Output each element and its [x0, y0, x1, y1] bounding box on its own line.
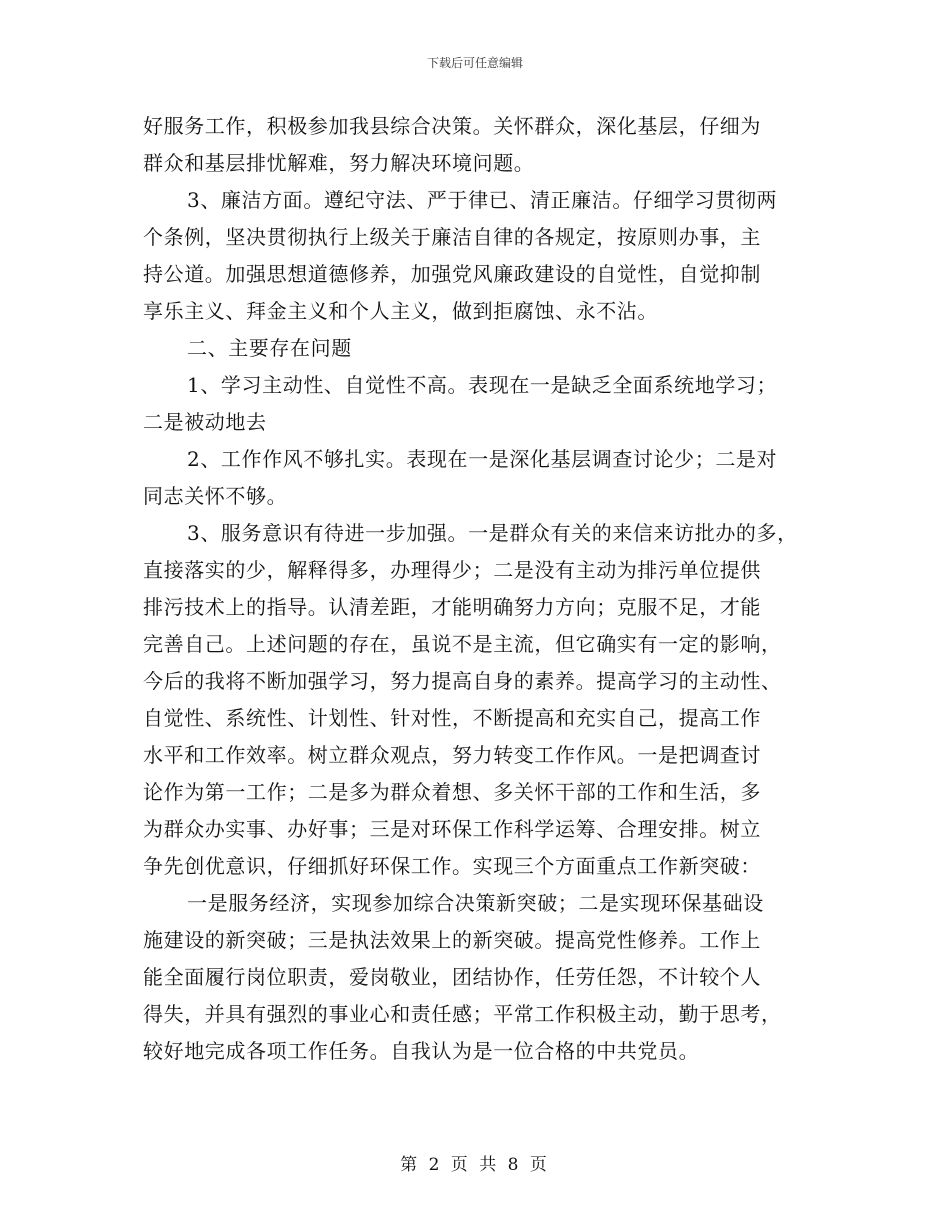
text-line: 水平和工作效率。树立群众观点，努力转变工作作风。一是把调查讨: [143, 743, 761, 767]
text-line: 2、工作作风不够扎实。表现在一是深化基层调查讨论少；二是对: [187, 447, 778, 471]
text-line: 二是被动地去: [143, 410, 267, 434]
text-line: 争先创优意识，仔细抓好环保工作。实现三个方面重点工作新突破：: [143, 854, 761, 878]
page-number: 第 2 页 共 8 页: [400, 1155, 550, 1175]
text-line: 持公道。加强思想道德修养，加强党风廉政建设的自觉性，自觉抑制: [143, 262, 761, 286]
text-line: 能全面履行岗位职责，爱岗敬业，团结协作，任劳任怨，不计较个人: [143, 965, 761, 989]
text-line: 一是服务经济，实现参加综合决策新突破；二是实现环保基础设: [187, 891, 764, 915]
text-line: 排污技术上的指导。认清差距，才能明确努力方向；克服不足，才能: [143, 595, 761, 619]
text-line: 今后的我将不断加强学习，努力提高自身的素养。提高学习的主动性、: [143, 669, 782, 693]
text-line: 较好地完成各项工作任务。自我认为是一位合格的中共党员。: [143, 1039, 700, 1063]
document-body: [143, 108, 815, 1070]
text-line: 3、服务意识有待进一步加强。一是群众有关的来信来访批办的多，: [187, 521, 798, 545]
text-line: 自觉性、系统性、计划性、针对性，不断提高和充实自己，提高工作: [143, 706, 761, 730]
text-line: 个条例，坚决贯彻执行上级关于廉洁自律的各规定，按原则办事，主: [143, 225, 761, 249]
text-line: 直接落实的少，解释得多，办理得少；二是没有主动为排污单位提供: [143, 558, 761, 582]
text-line: 同志关怀不够。: [143, 484, 288, 508]
text-line: 论作为第一工作；二是多为群众着想、多关怀干部的工作和生活，多: [143, 780, 761, 804]
text-line: 完善自己。上述问题的存在，虽说不是主流，但它确实有一定的影响，: [143, 632, 782, 656]
text-line: 3、廉洁方面。遵纪守法、严于律已、清正廉洁。仔细学习贯彻两: [187, 188, 778, 212]
page-header: 下载后可任意编辑: [426, 56, 523, 70]
text-line: 好服务工作，积极参加我县综合决策。关怀群众，深化基层，仔细为: [143, 114, 761, 138]
text-line: 1、学习主动性、自觉性不高。表现在一是缺乏全面系统地学习；: [187, 373, 778, 397]
text-line: 享乐主义、拜金主义和个人主义，做到拒腐蚀、永不沾。: [143, 299, 658, 323]
text-line: 群众和基层排忧解难，努力解决环境问题。: [143, 151, 535, 175]
text-line: 施建设的新突破；三是执法效果上的新突破。提高党性修养。工作上: [143, 928, 761, 952]
text-line: 为群众办实事、办好事；三是对环保工作科学运筹、合理安排。树立: [143, 817, 761, 841]
text-line: 得失，并具有强烈的事业心和责任感；平常工作积极主动，勤于思考，: [143, 1002, 782, 1026]
section-heading: 二、主要存在问题: [187, 336, 352, 360]
